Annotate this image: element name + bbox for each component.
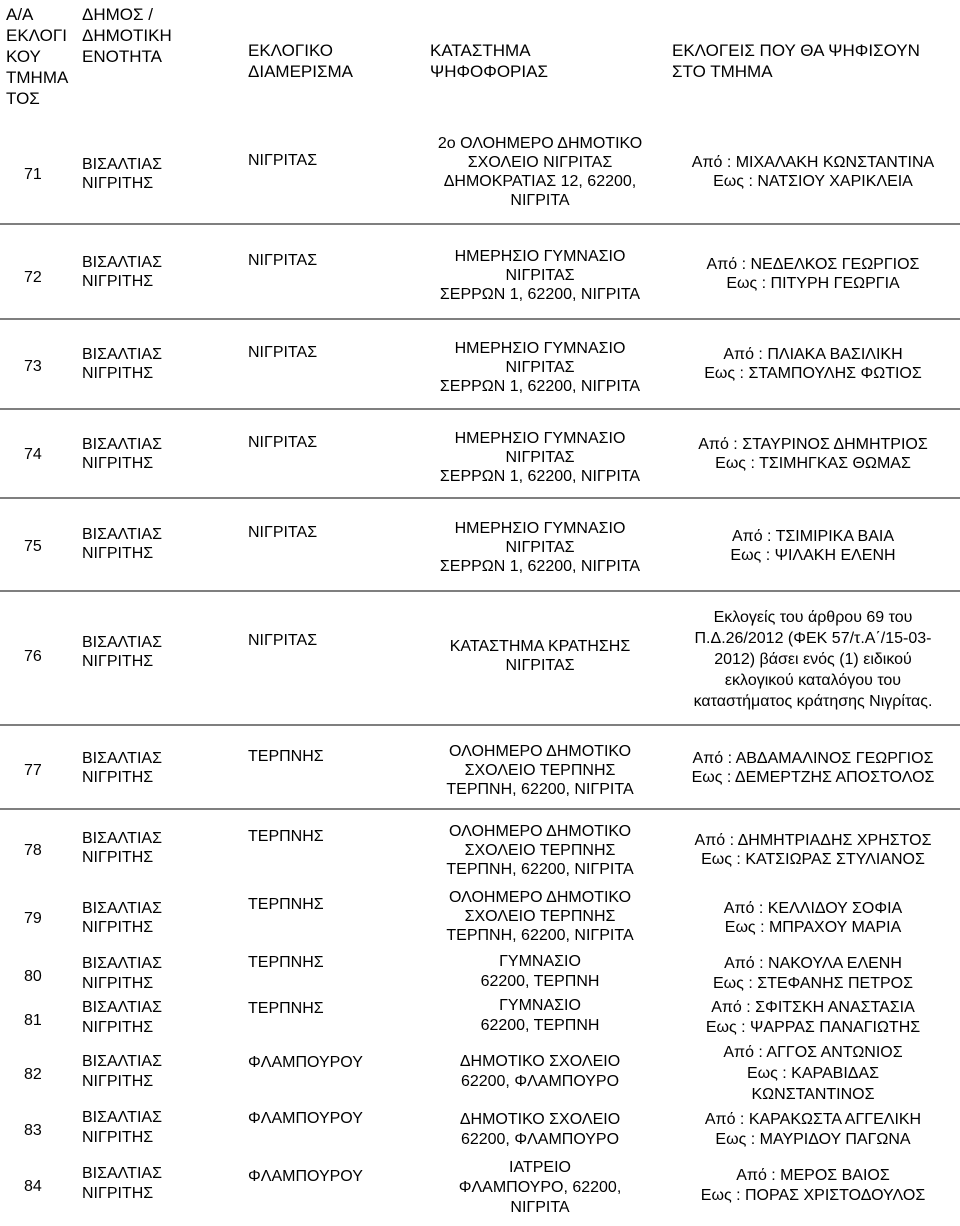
diamerisma-cell — [248, 1166, 363, 1186]
diamerisma-text: ΦΛΑΜΠΟΥΡΟΥ — [248, 1109, 363, 1127]
row-number — [24, 1116, 42, 1144]
header-line: ΕΝΟΤΗΤΑ — [82, 47, 162, 66]
row-number-text: 83 — [24, 1121, 42, 1139]
dimos-cell — [82, 824, 162, 872]
katastima-cell — [390, 512, 690, 582]
diamerisma-text: ΝΙΓΡΙΤΑΣ — [248, 151, 318, 169]
ekloges-line: Εως : ΠΟΡΑΣ ΧΡΙΣΤΟΔΟΥΛΟΣ — [700, 1187, 926, 1204]
ekloges-cell — [666, 340, 960, 388]
ekloges-line: καταστήματος κράτησης Νιγρίτας. — [693, 692, 933, 710]
row-number-text: 74 — [24, 445, 42, 463]
ekloges-line: Από : ΔΗΜΗΤΡΙΑΔΗΣ ΧΡΗΣΤΟΣ — [694, 832, 932, 849]
katastima-line: ΝΙΓΡΙΤΑΣ — [505, 538, 575, 556]
dimos-line: ΝΙΓΡΙΤΗΣ — [82, 653, 154, 670]
row-number — [24, 962, 42, 990]
katastima-cell — [390, 736, 690, 804]
katastima-cell — [390, 422, 690, 492]
katastima-line: ΣΧΟΛΕΙΟ ΝΙΓΡΙΤΑΣ — [467, 154, 613, 171]
dimos-cell — [82, 894, 162, 942]
ekloges-cell — [666, 952, 960, 996]
row-number-text: 84 — [24, 1177, 42, 1195]
katastima-line: ΟΛΟΗΜΕΡΟ ΔΗΜΟΤΙΚΟ — [448, 742, 632, 760]
ekloges-line: Εκλογείς του άρθρου 69 του — [713, 608, 913, 626]
row-number-text: 81 — [24, 1011, 42, 1029]
katastima-cell — [390, 1156, 690, 1220]
header-line: ΔΗΜΟΣ / — [82, 5, 153, 24]
row-number-text: 78 — [24, 841, 42, 859]
diamerisma-cell — [248, 894, 324, 914]
row-divider — [0, 408, 960, 410]
diamerisma-cell — [248, 746, 324, 766]
header-line: Α/Α — [6, 5, 34, 24]
ekloges-line: Εως : ΔΕΜΕΡΤΖΗΣ ΑΠΟΣΤΟΛΟΣ — [691, 769, 935, 786]
row-number — [24, 160, 42, 188]
diamerisma-cell — [248, 630, 317, 650]
katastima-cell — [390, 950, 690, 994]
ekloges-line: Εως : ΜΠΡΑΧΟΥ ΜΑΡΙΑ — [724, 919, 902, 936]
dimos-line: ΝΙΓΡΙΤΗΣ — [82, 273, 154, 290]
ekloges-cell — [666, 600, 960, 718]
ekloges-line: Εως : ΝΑΤΣΙΟΥ ΧΑΡΙΚΛΕΙΑ — [713, 173, 913, 190]
ekloges-line: Εως : ΚΑΡΑΒΙΔΑΣ — [746, 1064, 880, 1082]
diamerisma-text: ΤΕΡΠΝΗΣ — [248, 747, 324, 765]
ekloges-line: Εως : ΣΤΕΦΑΝΗΣ ΠΕΤΡΟΣ — [713, 975, 913, 992]
ekloges-line: Εως : ΣΤΑΜΠΟΥΛΗΣ ΦΩΤΙΟΣ — [704, 365, 922, 382]
row-number — [24, 532, 42, 560]
katastima-line: ΤΕΡΠΝΗ, 62200, ΝΙΓΡΙΤΑ — [446, 780, 634, 798]
row-number-text: 82 — [24, 1065, 42, 1083]
ekloges-line: Εως : ΠΙΤΥΡΗ ΓΕΩΡΓΙΑ — [726, 275, 900, 292]
ekloges-cell — [666, 996, 960, 1040]
katastima-line: ΗΜΕΡΗΣΙΟ ΓΥΜΝΑΣΙΟ — [454, 519, 626, 537]
dimos-line: ΝΙΓΡΙΤΗΣ — [82, 1019, 154, 1036]
row-number — [24, 642, 42, 670]
katastima-line: ΗΜΕΡΗΣΙΟ ΓΥΜΝΑΣΙΟ — [454, 339, 626, 357]
ekloges-line: Από : ΝΑΚΟΥΛΑ ΕΛΕΝΗ — [724, 955, 902, 972]
katastima-line: ΔΗΜΟΤΙΚΟ ΣΧΟΛΕΙΟ — [459, 1111, 621, 1128]
katastima-cell — [390, 332, 690, 402]
header-line: ΤΟΣ — [6, 89, 40, 108]
katastima-line: ΣΕΡΡΩΝ 1, 62200, ΝΙΓΡΙΤΑ — [439, 377, 641, 395]
katastima-cell — [390, 994, 690, 1038]
row-divider — [0, 223, 960, 225]
ekloges-line: Από : ΤΣΙΜΙΡΙΚΑ ΒΑΙΑ — [731, 528, 895, 545]
dimos-line: ΒΙΣΑΛΤΙΑΣ — [82, 1053, 162, 1070]
row-number — [24, 352, 42, 380]
dimos-line: ΝΙΓΡΙΤΗΣ — [82, 175, 154, 192]
dimos-line: ΝΙΓΡΙΤΗΣ — [82, 769, 154, 786]
dimos-line: ΝΙΓΡΙΤΗΣ — [82, 365, 154, 382]
ekloges-cell — [666, 430, 960, 478]
dimos-line: ΝΙΓΡΙΤΗΣ — [82, 1129, 154, 1146]
ekloges-cell — [666, 148, 960, 196]
katastima-line: ΝΙΓΡΙΤΑΣ — [505, 448, 575, 466]
ekloges-cell — [666, 1164, 960, 1208]
ekloges-line: Εως : ΤΣΙΜΗΓΚΑΣ ΘΩΜΑΣ — [715, 455, 911, 472]
dimos-line: ΒΙΣΑΛΤΙΑΣ — [82, 634, 162, 651]
row-number-text: 75 — [24, 537, 42, 555]
ekloges-line: Π.Δ.26/2012 (ΦΕΚ 57/τ.Α΄/15-03- — [694, 629, 932, 647]
ekloges-line: Από : ΚΕΛΛΙΔΟΥ ΣΟΦΙΑ — [723, 900, 903, 917]
dimos-cell — [82, 340, 162, 388]
row-number — [24, 1060, 42, 1088]
ekloges-line: Από : ΑΓΓΟΣ ΑΝΤΩΝΙΟΣ — [723, 1043, 903, 1061]
katastima-line: ΣΕΡΡΩΝ 1, 62200, ΝΙΓΡΙΤΑ — [439, 285, 641, 303]
katastima-line: ΔΗΜΟΤΙΚΟ ΣΧΟΛΕΙΟ — [459, 1053, 621, 1070]
katastima-cell — [390, 882, 690, 950]
katastima-cell — [390, 1050, 690, 1094]
diamerisma-text: ΤΕΡΠΝΗΣ — [248, 827, 324, 845]
diamerisma-cell — [248, 522, 317, 542]
katastima-cell — [390, 816, 690, 884]
dimos-cell — [82, 1162, 162, 1206]
dimos-cell — [82, 248, 162, 296]
header-line: ΕΚΛΟΓΙ — [6, 26, 67, 45]
header-line: ΤΜΗΜΑ — [6, 68, 69, 87]
row-divider — [0, 724, 960, 726]
dimos-cell — [82, 430, 162, 478]
header-katastima — [430, 40, 548, 82]
diamerisma-cell — [248, 150, 317, 170]
dimos-line: ΝΙΓΡΙΤΗΣ — [82, 919, 154, 936]
dimos-cell — [82, 628, 162, 676]
katastima-line: ΣΕΡΡΩΝ 1, 62200, ΝΙΓΡΙΤΑ — [439, 557, 641, 575]
katastima-line: 62200, ΤΕΡΠΝΗ — [480, 973, 600, 990]
diamerisma-text: ΦΛΑΜΠΟΥΡΟΥ — [248, 1167, 363, 1185]
row-number — [24, 836, 42, 864]
katastima-line: ΤΕΡΠΝΗ, 62200, ΝΙΓΡΙΤΑ — [446, 926, 634, 944]
ekloges-cell — [666, 1040, 960, 1106]
diamerisma-text: ΝΙΓΡΙΤΑΣ — [248, 251, 318, 269]
ekloges-line: Εως : ΨΑΡΡΑΣ ΠΑΝΑΓΙΩΤΗΣ — [705, 1019, 921, 1036]
katastima-line: 62200, ΦΛΑΜΠΟΥΡΟ — [460, 1073, 620, 1090]
dimos-cell — [82, 996, 162, 1040]
katastima-line: 2ο ΟΛΟΗΜΕΡΟ ΔΗΜΟΤΙΚΟ — [437, 135, 643, 152]
ekloges-cell — [666, 894, 960, 942]
katastima-line: ΟΛΟΗΜΕΡΟ ΔΗΜΟΤΙΚΟ — [448, 822, 632, 840]
row-number-text: 80 — [24, 967, 42, 985]
header-line: ΔΗΜΟΤΙΚΗ — [82, 26, 172, 45]
dimos-cell — [82, 150, 162, 198]
row-number-text: 79 — [24, 909, 42, 927]
dimos-line: ΝΙΓΡΙΤΗΣ — [82, 849, 154, 866]
diamerisma-text: ΝΙΓΡΙΤΑΣ — [248, 523, 318, 541]
diamerisma-cell — [248, 342, 317, 362]
row-number — [24, 904, 42, 932]
diamerisma-text: ΝΙΓΡΙΤΑΣ — [248, 631, 318, 649]
ekloges-line: Εως : ΨΙΛΑΚΗ ΕΛΕΝΗ — [730, 547, 896, 564]
ekloges-line: Εως : ΚΑΤΣΙΩΡΑΣ ΣΤΥΛΙΑΝΟΣ — [701, 851, 925, 868]
ekloges-cell — [666, 250, 960, 298]
katastima-line: ΝΙΓΡΙΤΑΣ — [505, 657, 575, 674]
katastima-line: ΝΙΓΡΙΤΑ — [510, 192, 570, 209]
ekloges-line: Από : ΝΕΔΕΛΚΟΣ ΓΕΩΡΓΙΟΣ — [706, 256, 920, 273]
dimos-line: ΝΙΓΡΙΤΗΣ — [82, 1073, 154, 1090]
katastima-line: 62200, ΦΛΑΜΠΟΥΡΟ — [460, 1131, 620, 1148]
header-aa — [6, 4, 68, 109]
diamerisma-text: ΦΛΑΜΠΟΥΡΟΥ — [248, 1053, 363, 1071]
katastima-line: ΣΧΟΛΕΙΟ ΤΕΡΠΝΗΣ — [464, 761, 616, 779]
header-line: ΨΗΦΟΦΟΡΙΑΣ — [430, 62, 548, 81]
header-ekloges — [672, 40, 920, 82]
katastima-line: ΗΜΕΡΗΣΙΟ ΓΥΜΝΑΣΙΟ — [454, 429, 626, 447]
dimos-line: ΒΙΣΑΛΤΙΑΣ — [82, 1165, 162, 1182]
katastima-line: ΟΛΟΗΜΕΡΟ ΔΗΜΟΤΙΚΟ — [448, 888, 632, 906]
dimos-line: ΒΙΣΑΛΤΙΑΣ — [82, 346, 162, 363]
header-line: ΔΙΑΜΕΡΙΣΜΑ — [248, 62, 353, 81]
dimos-line: ΒΙΣΑΛΤΙΑΣ — [82, 156, 162, 173]
katastima-line: ΙΑΤΡΕΙΟ — [509, 1159, 571, 1176]
diamerisma-text: ΝΙΓΡΙΤΑΣ — [248, 433, 318, 451]
dimos-line: ΒΙΣΑΛΤΙΑΣ — [82, 1109, 162, 1126]
ekloges-line: Από : ΠΛΙΑΚΑ ΒΑΣΙΛΙΚΗ — [723, 346, 903, 363]
header-line: ΕΚΛΟΓΕΙΣ ΠΟΥ ΘΑ ΨΗΦΙΣΟΥΝ — [672, 41, 920, 60]
dimos-line: ΒΙΣΑΛΤΙΑΣ — [82, 900, 162, 917]
ekloges-line: Από : ΜΕΡΟΣ ΒΑΙΟΣ — [736, 1167, 890, 1184]
ekloges-line: Από : ΣΦΙΤΣΚΗ ΑΝΑΣΤΑΣΙΑ — [711, 999, 915, 1016]
katastima-line: ΓΥΜΝΑΣΙΟ — [499, 997, 581, 1014]
row-number-text: 77 — [24, 761, 42, 779]
katastima-line: ΣΧΟΛΕΙΟ ΤΕΡΠΝΗΣ — [464, 841, 616, 859]
row-number-text: 71 — [24, 165, 42, 183]
diamerisma-text: ΤΕΡΠΝΗΣ — [248, 895, 324, 913]
katastima-line: ΣΧΟΛΕΙΟ ΤΕΡΠΝΗΣ — [464, 907, 616, 925]
diamerisma-cell — [248, 998, 324, 1018]
ekloges-cell — [666, 826, 960, 874]
katastima-cell — [390, 240, 690, 310]
row-divider — [0, 497, 960, 499]
dimos-cell — [82, 952, 162, 996]
katastima-line: ΣΕΡΡΩΝ 1, 62200, ΝΙΓΡΙΤΑ — [439, 467, 641, 485]
row-number — [24, 263, 42, 291]
diamerisma-text: ΝΙΓΡΙΤΑΣ — [248, 343, 318, 361]
katastima-line: ΚΑΤΑΣΤΗΜΑ ΚΡΑΤΗΣΗΣ — [449, 638, 631, 655]
ekloges-line: εκλογικού καταλόγου του — [724, 671, 902, 689]
dimos-line: ΒΙΣΑΛΤΙΑΣ — [82, 830, 162, 847]
row-number — [24, 440, 42, 468]
ekloges-cell — [666, 1108, 960, 1152]
row-number-text: 72 — [24, 268, 42, 286]
row-number — [24, 1172, 42, 1200]
katastima-cell — [390, 632, 690, 680]
header-line: ΚΟΥ — [6, 47, 41, 66]
dimos-line: ΒΙΣΑΛΤΙΑΣ — [82, 254, 162, 271]
katastima-cell — [390, 128, 690, 216]
header-line: ΕΚΛΟΓΙΚΟ — [248, 41, 334, 60]
diamerisma-cell — [248, 826, 324, 846]
diamerisma-cell — [248, 952, 324, 972]
row-number — [24, 756, 42, 784]
dimos-line: ΒΙΣΑΛΤΙΑΣ — [82, 526, 162, 543]
dimos-line: ΒΙΣΑΛΤΙΑΣ — [82, 999, 162, 1016]
dimos-line: ΒΙΣΑΛΤΙΑΣ — [82, 436, 162, 453]
diamerisma-text: ΤΕΡΠΝΗΣ — [248, 953, 324, 971]
dimos-line: ΝΙΓΡΙΤΗΣ — [82, 975, 154, 992]
diamerisma-cell — [248, 432, 317, 452]
katastima-line: ΤΕΡΠΝΗ, 62200, ΝΙΓΡΙΤΑ — [446, 860, 634, 878]
diamerisma-cell — [248, 1052, 363, 1072]
katastima-line: ΝΙΓΡΙΤΑΣ — [505, 358, 575, 376]
ekloges-line: 2012) βάσει ενός (1) ειδικού — [714, 650, 912, 668]
ekloges-line: Εως : ΜΑΥΡΙΔΟΥ ΠΑΓΩΝΑ — [715, 1131, 911, 1148]
ekloges-cell — [666, 522, 960, 570]
dimos-line: ΒΙΣΑΛΤΙΑΣ — [82, 955, 162, 972]
katastima-cell — [390, 1108, 690, 1152]
row-number-text: 76 — [24, 647, 42, 665]
row-number-text: 73 — [24, 357, 42, 375]
dimos-cell — [82, 520, 162, 568]
row-divider — [0, 808, 960, 810]
katastima-line: ΝΙΓΡΙΤΑΣ — [505, 266, 575, 284]
katastima-line: ΗΜΕΡΗΣΙΟ ΓΥΜΝΑΣΙΟ — [454, 247, 626, 265]
ekloges-line: Από : ΜΙΧΑΛΑΚΗ ΚΩΝΣΤΑΝΤΙΝΑ — [691, 154, 935, 171]
row-divider — [0, 318, 960, 320]
header-dimos — [82, 4, 172, 67]
katastima-line: ΝΙΓΡΙΤΑ — [510, 1199, 570, 1216]
diamerisma-text: ΤΕΡΠΝΗΣ — [248, 999, 324, 1017]
dimos-line: ΝΙΓΡΙΤΗΣ — [82, 455, 154, 472]
header-line: ΚΑΤΑΣΤΗΜΑ — [430, 41, 531, 60]
dimos-cell — [82, 744, 162, 792]
ekloges-line: ΚΩΝΣΤΑΝΤΙΝΟΣ — [751, 1085, 875, 1103]
ekloges-line: Από : ΣΤΑΥΡΙΝΟΣ ΔΗΜΗΤΡΙΟΣ — [698, 436, 928, 453]
katastima-line: 62200, ΤΕΡΠΝΗ — [480, 1017, 600, 1034]
row-number — [24, 1006, 42, 1034]
diamerisma-cell — [248, 1108, 363, 1128]
row-divider — [0, 590, 960, 592]
dimos-line: ΒΙΣΑΛΤΙΑΣ — [82, 750, 162, 767]
header-diamerisma — [248, 40, 353, 82]
dimos-cell — [82, 1050, 162, 1094]
katastima-line: ΦΛΑΜΠΟΥΡΟ, 62200, — [458, 1179, 622, 1196]
ekloges-line: Από : ΚΑΡΑΚΩΣΤΑ ΑΓΓΕΛΙΚΗ — [704, 1111, 922, 1128]
ekloges-line: Από : ΑΒΔΑΜΑΛΙΝΟΣ ΓΕΩΡΓΙΟΣ — [692, 750, 934, 767]
katastima-line: ΓΥΜΝΑΣΙΟ — [499, 953, 581, 970]
diamerisma-cell — [248, 250, 317, 270]
katastima-line: ΔΗΜΟΚΡΑΤΙΑΣ 12, 62200, — [443, 173, 637, 190]
dimos-line: ΝΙΓΡΙΤΗΣ — [82, 545, 154, 562]
dimos-line: ΝΙΓΡΙΤΗΣ — [82, 1185, 154, 1202]
header-line: ΣΤΟ ΤΜΗΜΑ — [672, 62, 773, 81]
ekloges-cell — [666, 744, 960, 792]
dimos-cell — [82, 1106, 162, 1150]
